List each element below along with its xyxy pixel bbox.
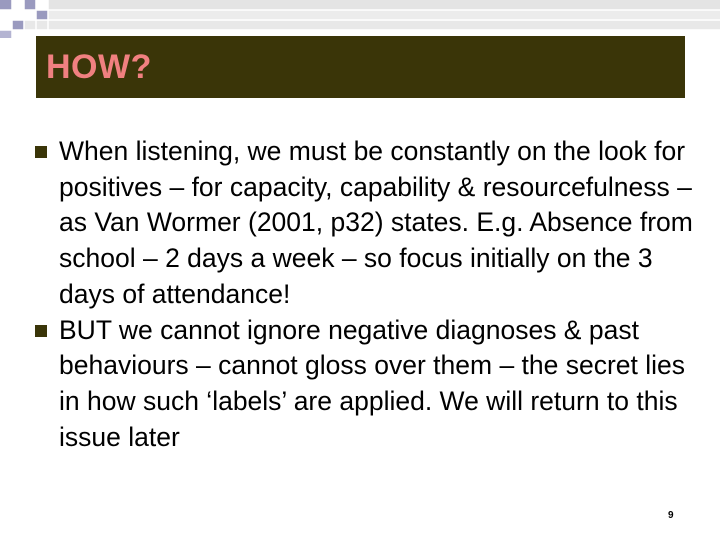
bullet-item — [35, 134, 705, 313]
square-bullet-icon — [35, 146, 47, 158]
bullet-text: BUT we cannot ignore negative diagnoses & past behaviours – cannot gloss over them – the secret lies in how such ‘labels’ are applied. We will return to this issue later — [59, 314, 686, 452]
slide-number: 9 — [668, 510, 674, 521]
title-bar — [36, 36, 685, 98]
bullet-text: When listening, we must be constantly on the look for positives – for capacity, capability & resourcefulness – as Van Wormer (2001, p32) states. E.g. Absence from school – 2 days a week – so focus initially on the 3 days of attendance! — [59, 136, 693, 309]
bullet-list — [35, 134, 705, 455]
corner-grid-decoration — [0, 0, 720, 40]
slide-title: HOW? — [46, 48, 152, 86]
bullet-item — [35, 313, 705, 456]
square-bullet-icon — [35, 325, 47, 337]
